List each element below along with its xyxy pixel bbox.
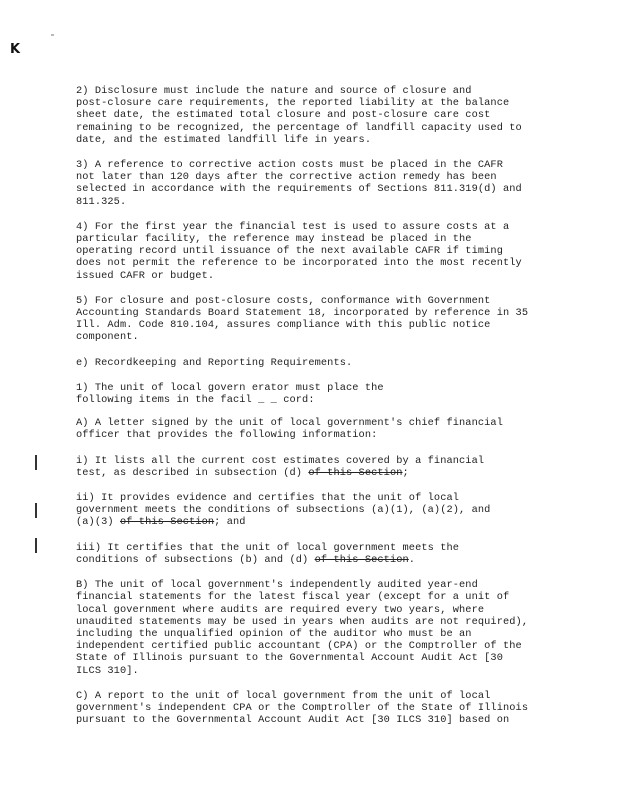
text-line: ILCS 310].	[76, 664, 139, 677]
text-line: independent certified public accountant (CPA) or the Comptroller of the	[76, 640, 522, 653]
text-line: C) A report to the unit of local government from the unit of local	[76, 689, 491, 702]
text-line: 1) The unit of local govern erator must place the	[76, 381, 384, 394]
change-bar-ii	[35, 503, 37, 518]
struck-text: of this Section	[308, 466, 403, 479]
text-line: State of Illinois pursuant to the Governmental Account Audit Act [30	[76, 652, 503, 665]
paragraph-e-heading	[76, 357, 546, 369]
text-line: 2) Disclosure must include the nature and source of closure and	[76, 85, 472, 97]
paragraph-e-1	[76, 382, 546, 406]
paragraph-2	[76, 85, 546, 146]
text-line	[76, 542, 546, 554]
text-line	[76, 492, 546, 504]
text-line: sheet date, the estimated total closure and post-closure care cost	[76, 109, 491, 122]
scan-speck	[51, 34, 54, 36]
text-line: local government where audits are required every two years, where	[76, 603, 485, 616]
text-line: following items in the facil _ _ cord:	[76, 394, 315, 407]
text-line: financial statements for the latest fiscal year (except for a unit of	[76, 591, 510, 604]
text-line: Accounting Standards Board Statement 18, incorporated by reference in 35	[76, 307, 529, 320]
text-line: including the unqualified opinion of the auditor who must be an	[76, 627, 472, 640]
paragraph-5	[76, 295, 546, 344]
text-line: Ill. Adm. Code 810.104, assures compliance with this public notice	[76, 319, 491, 332]
text-line: 4) For the first year the financial test is used to assure costs at a	[76, 220, 510, 233]
text-segment: government meets the conditions of subsections (a)(1), (a)(2), and	[76, 504, 491, 517]
text-line: date, and the estimated landfill life in years.	[76, 133, 372, 146]
text-line: 811.325.	[76, 195, 127, 208]
text-line	[76, 467, 546, 479]
text-line: 5) For closure and post-closure costs, conformance with Government	[76, 294, 491, 307]
paragraph-i	[76, 455, 546, 479]
text-segment: .	[408, 553, 416, 566]
struck-text: of this Section	[119, 516, 215, 529]
paragraph-C	[76, 690, 546, 727]
struck-text: of this Section	[314, 553, 409, 566]
text-line: particular facility, the reference may instead be placed in the	[76, 233, 472, 246]
text-line: government's independent CPA or the Comptroller of the State of Illinois	[76, 701, 529, 714]
text-line: does not permit the reference to be incorporated into the most recently	[76, 257, 522, 270]
text-line: operating record until issuance of the next available CAFR if timing	[76, 245, 503, 258]
text-line: e) Recordkeeping and Reporting Requirements.	[76, 356, 353, 369]
text-line: component.	[76, 331, 139, 344]
text-line: remaining to be recognized, the percentage of landfill capacity used to	[76, 121, 522, 134]
paragraph-4	[76, 221, 546, 282]
text-line	[76, 554, 546, 566]
text-segment: i) It lists all the current cost estimates covered by a financial	[76, 454, 485, 467]
paragraph-iii	[76, 542, 546, 566]
paragraph-B	[76, 579, 546, 677]
text-line: post-closure care requirements, the reported liability at the balance	[76, 97, 510, 110]
text-segment: ; and	[214, 516, 246, 529]
text-line: not later than 120 days after the corrective action remedy has been	[76, 171, 497, 184]
text-segment: conditions of subsections (b) and (d)	[76, 553, 315, 566]
text-line: B) The unit of local government's independently audited year-end	[76, 579, 478, 592]
text-segment: test, as described in subsection (d)	[76, 466, 309, 479]
text-line: selected in accordance with the requirements of Sections 811.319(d) and	[76, 183, 522, 196]
text-segment: iii) It certifies that the unit of local government meets the	[76, 541, 460, 554]
paragraph-ii	[76, 492, 546, 529]
text-segment: (a)(3)	[76, 516, 120, 529]
document-body	[76, 85, 546, 739]
paragraph-A	[76, 417, 546, 441]
text-line	[76, 455, 546, 467]
paragraph-3	[76, 159, 546, 208]
change-bar-i	[35, 455, 37, 470]
text-line: A) A letter signed by the unit of local government's chief financial	[76, 417, 503, 430]
change-bar-iii	[35, 538, 37, 553]
text-line	[76, 516, 546, 528]
text-line: officer that provides the following information:	[76, 429, 378, 442]
corner-mark: K	[10, 42, 21, 57]
text-line: issued CAFR or budget.	[76, 269, 215, 282]
text-line: unaudited statements may be used in years when audits are not required),	[76, 615, 529, 628]
text-line: 3) A reference to corrective action costs must be placed in the CAFR	[76, 159, 503, 172]
text-line	[76, 504, 546, 516]
text-segment: ii) It provides evidence and certifies that the unit of local	[76, 492, 460, 505]
text-segment: ;	[402, 466, 409, 479]
text-line: pursuant to the Governmental Account Audit Act [30 ILCS 310] based on	[76, 714, 510, 727]
